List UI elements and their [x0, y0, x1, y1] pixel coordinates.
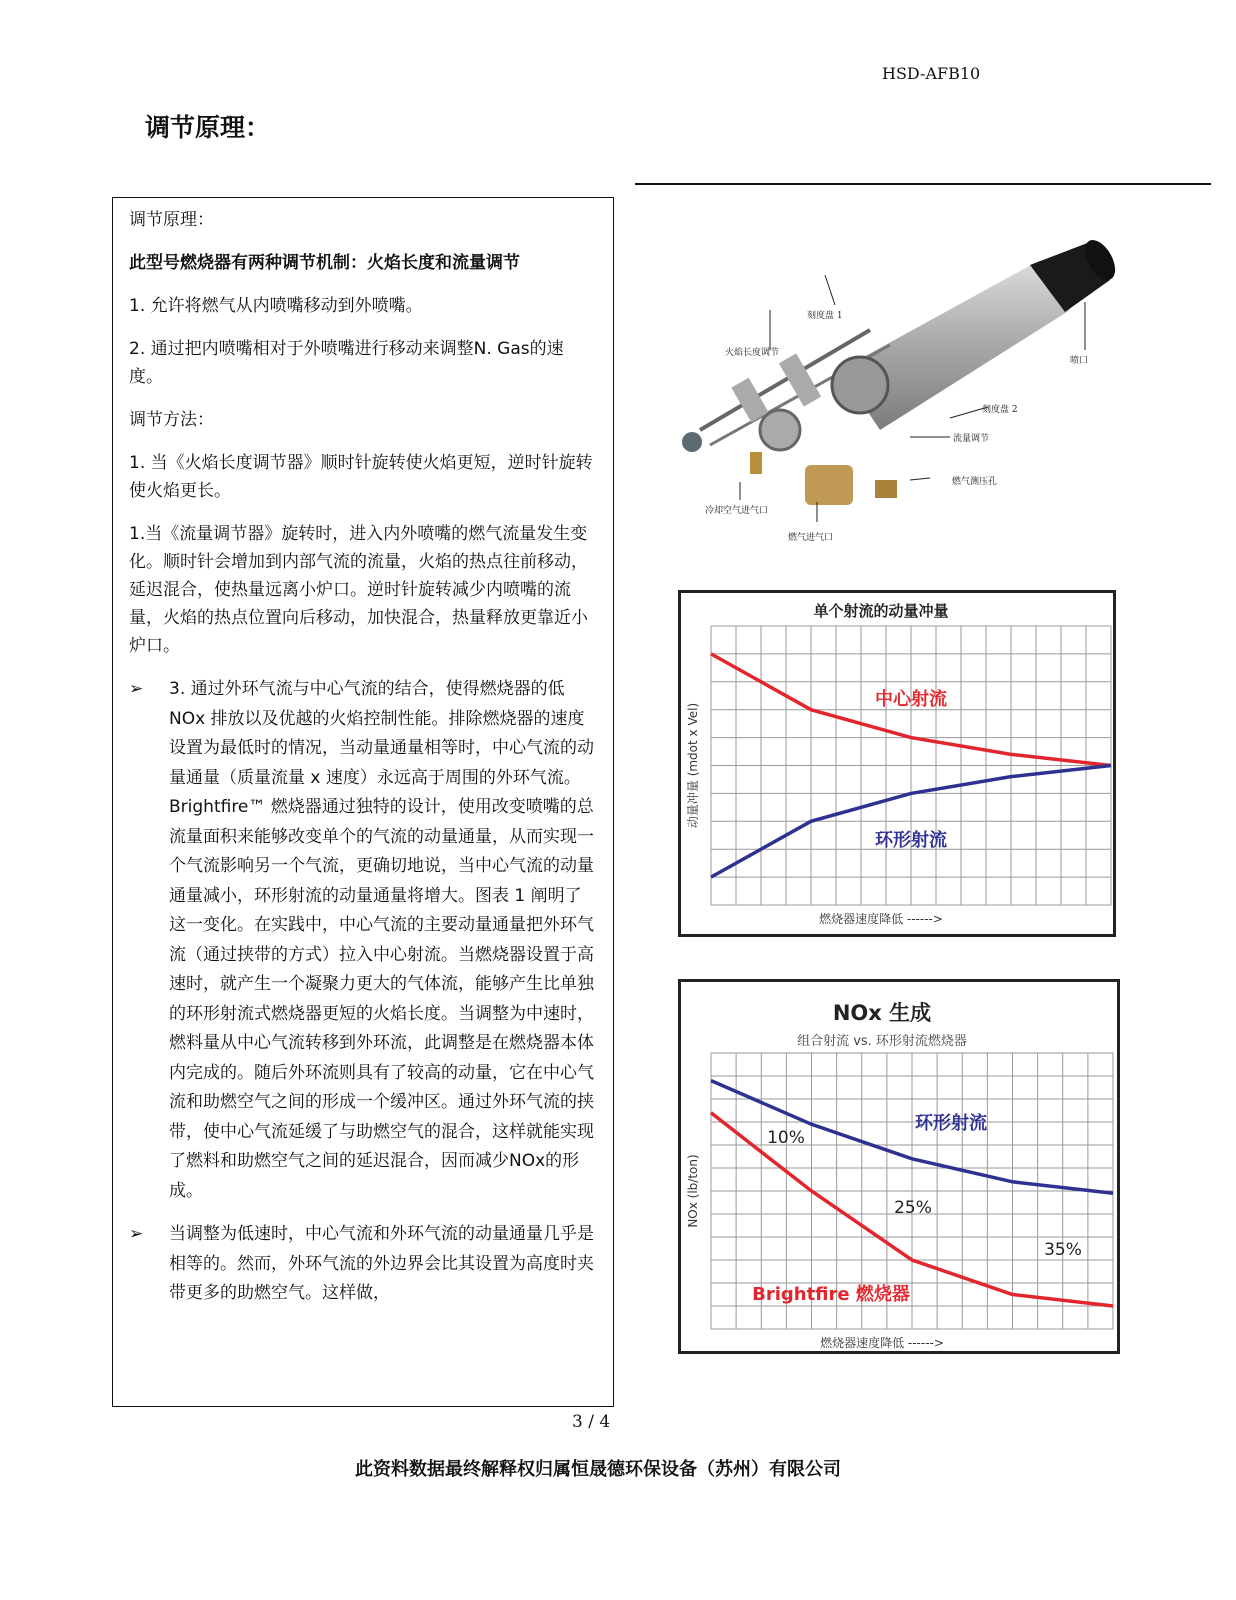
page-number: 3 / 4 — [572, 1412, 611, 1432]
momentum-chart — [678, 590, 1116, 937]
label-flow-adjust: 流量调节 — [953, 434, 990, 444]
nox-chart-svg — [681, 982, 1117, 1351]
label-nozzle: 喷口 — [1070, 356, 1089, 366]
chart-subtitle: 组合射流 vs. 环形射流燃烧器 — [797, 1034, 967, 1049]
divider — [635, 183, 1211, 185]
section-heading: 调节原理： — [145, 113, 271, 142]
paragraph: 调节原理： — [129, 210, 214, 230]
annotation: 35% — [1044, 1240, 1082, 1260]
label-dial-1: 刻度盘 1 — [807, 311, 843, 321]
y-axis-label: NOx (lb/ton) — [686, 1154, 700, 1228]
paragraph: 此型号燃烧器有两种调节机制：火焰长度和流量调节 — [129, 253, 520, 273]
annotation: 10% — [767, 1128, 805, 1148]
bullet-text: 3. 通过外环气流与中心气流的结合，使得燃烧器的低 NOx 排放以及优越的火焰控制性能。排除燃烧器的速度设置为最低时的情况，当动量通量相等时，中心气流的动量通量（质量流量 x 速度）永远高于周围的外环气流。 Brightfire™ 燃烧器通过独特的设计，使用改变喷嘴的总流量面积来能够改变单个的气流的动量通量，从而实现一个气流影响另一个气流，更确切地说，当中心气流的动量通量减小，环形射流的动量通量将增大。图表 1 阐明了这一变化。在实践中，中心气流的主要动量通量把外环气流（通过挟带的方式）拉入中心射流。当燃烧器设置于高速时，就产生一个凝聚力更大的气体流，能够产生比单独的环形射流式燃烧器更短的火焰长度。当调整为中速时，燃料量从中心气流转移到外环流，此调整是在燃烧器本体内完成的。随后外环流则具有了较高的动量，它在中心气流和助燃空气之间的形成一个缓冲区。通过外环气流的挟带，使中心气流延缓了与助燃空气的混合，这样就能实现了燃料和助燃空气之间的延迟混合，因而减少NOx的形成。 — [169, 679, 594, 1201]
paragraph: 调节方法： — [129, 410, 214, 430]
paragraph: 2. 通过把内喷嘴相对于外喷嘴进行移动来调整N. Gas的速度。 — [129, 339, 564, 387]
series-label: 环形射流 — [875, 830, 947, 851]
nox-chart — [678, 979, 1120, 1354]
paragraph: 1. 当《火焰长度调节器》顺时针旋转使火焰更短，逆时针旋转使火焰更长。 — [129, 453, 593, 501]
chart-title: NOx 生成 — [832, 1001, 932, 1025]
paragraph: 1.当《流量调节器》旋转时，进入内外喷嘴的燃气流量发生变化。顺时针会增加到内部气流的流量，火焰的热点往前移动，延迟混合，使热量远离小炉口。逆时针旋转减少内喷嘴的流量，火焰的热点位置向后移动，加快混合，热量释放更靠近小炉口。 — [129, 524, 588, 656]
x-axis-label: 燃烧器速度降低 ------> — [820, 1336, 944, 1350]
label-gas-pressure-tap: 燃气测压孔 — [952, 477, 998, 487]
burner-photo — [670, 230, 1120, 550]
label-flame-adjust: 火焰长度调节 — [725, 348, 780, 358]
x-axis-label: 燃烧器速度降低 ------> — [819, 912, 943, 926]
annotation: 25% — [894, 1198, 932, 1218]
footer-company: 此资料数据最终解释权归属恒晟德环保设备（苏州）有限公司 — [355, 1459, 841, 1480]
bullet-icon: ➢ — [129, 679, 144, 699]
label-cooling-air-inlet: 冷却空气进气口 — [705, 506, 769, 516]
chart-title: 单个射流的动量冲量 — [813, 602, 949, 620]
bullet-text: 当调整为低速时，中心气流和外环气流的动量通量几乎是相等的。然而，外环气流的外边界会比其设置为高度时夹带更多的助燃空气。这样做， — [169, 1224, 594, 1303]
y-axis-label: 动量冲量 (mdot x Vel) — [686, 702, 700, 829]
bullet-icon: ➢ — [129, 1224, 144, 1244]
series-label: Brightfire 燃烧器 — [752, 1284, 910, 1305]
paragraph: 1. 允许将燃气从内喷嘴移动到外喷嘴。 — [129, 296, 423, 316]
label-dial-2: 刻度盘 2 — [982, 405, 1018, 415]
bullet-item — [129, 675, 595, 1206]
momentum-chart-svg — [681, 593, 1113, 934]
burner-illustration — [670, 230, 1120, 550]
text-box — [112, 197, 614, 1407]
label-gas-inlet: 燃气进气口 — [788, 533, 834, 543]
bullet-item — [129, 1220, 595, 1309]
series-label: 环形射流 — [915, 1113, 987, 1134]
series-label: 中心射流 — [875, 689, 947, 710]
document-id: HSD-AFB10 — [882, 64, 981, 83]
